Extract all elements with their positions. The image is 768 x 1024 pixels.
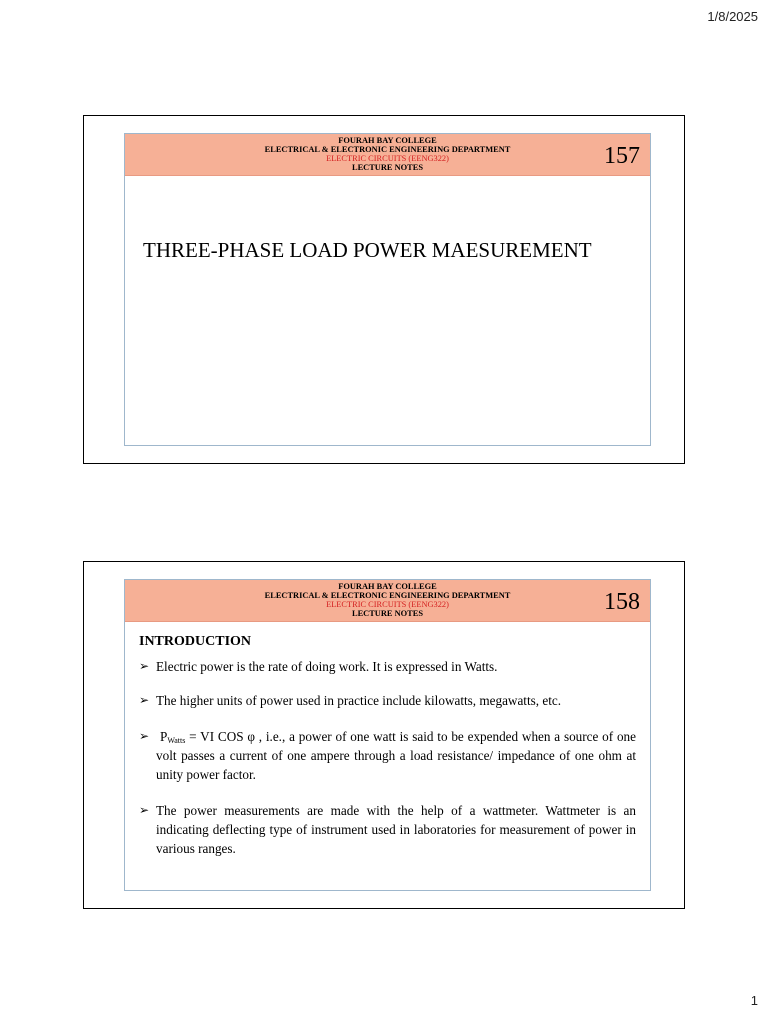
- slide-title: THREE-PHASE LOAD POWER MAESUREMENT: [143, 238, 592, 262]
- slide-header: [125, 134, 650, 176]
- course-name: ELECTRIC CIRCUITS (EENG322): [326, 154, 449, 163]
- slide-header: [125, 580, 650, 622]
- slide-number: 157: [604, 143, 640, 169]
- bullet-item: [139, 657, 636, 676]
- college-name: FOURAH BAY COLLEGE: [338, 136, 437, 145]
- bullet-text: Electric power is the rate of doing work. It is expressed in Watts.: [156, 659, 498, 674]
- bullet-text: The power measurements are made with the help of a wattmeter. Wattmeter is an indicating deflecting type of instrument used in laboratories for measurement of power in various ranges.: [156, 803, 636, 856]
- department-name: ELECTRICAL & ELECTRONIC ENGINEERING DEPARTMENT: [264, 591, 511, 600]
- arrowhead-bullet-icon: ➢: [139, 803, 150, 817]
- page-date: 1/8/2025: [707, 9, 758, 24]
- bullet-item: [139, 801, 636, 858]
- slide-content: [125, 622, 650, 858]
- college-name: FOURAH BAY COLLEGE: [338, 582, 437, 591]
- slide-158: [83, 561, 685, 909]
- slide-card: [124, 579, 651, 891]
- bullet-text: The higher units of power used in practice include kilowatts, megawatts, etc.: [156, 693, 562, 708]
- bullet-item: [139, 727, 636, 784]
- section-heading: INTRODUCTION: [139, 634, 252, 649]
- arrowhead-bullet-icon: ➢: [139, 693, 150, 707]
- page-number: 1: [750, 993, 758, 1008]
- header-lines: [125, 134, 650, 172]
- slide-card: [124, 133, 651, 446]
- power-formula-subscript: Watts: [167, 736, 186, 745]
- notes-label: LECTURE NOTES: [352, 163, 423, 172]
- department-name: ELECTRICAL & ELECTRONIC ENGINEERING DEPARTMENT: [264, 145, 511, 154]
- arrowhead-bullet-icon: ➢: [139, 729, 150, 743]
- slide-number: 158: [604, 589, 640, 615]
- slide-157: [83, 115, 685, 464]
- header-lines: [125, 580, 650, 618]
- bullet-item: [139, 691, 636, 710]
- arrowhead-bullet-icon: ➢: [139, 659, 150, 673]
- notes-label: LECTURE NOTES: [352, 609, 423, 618]
- course-name: ELECTRIC CIRCUITS (EENG322): [326, 600, 449, 609]
- bullet-text: = VI COS φ , i.e., a power of one watt is said to be expended when a source of one volt passes a current of one ampere through a load resistance/ impedance of one ohm at unity power factor.: [156, 729, 636, 782]
- power-formula-symbol: P: [160, 729, 168, 744]
